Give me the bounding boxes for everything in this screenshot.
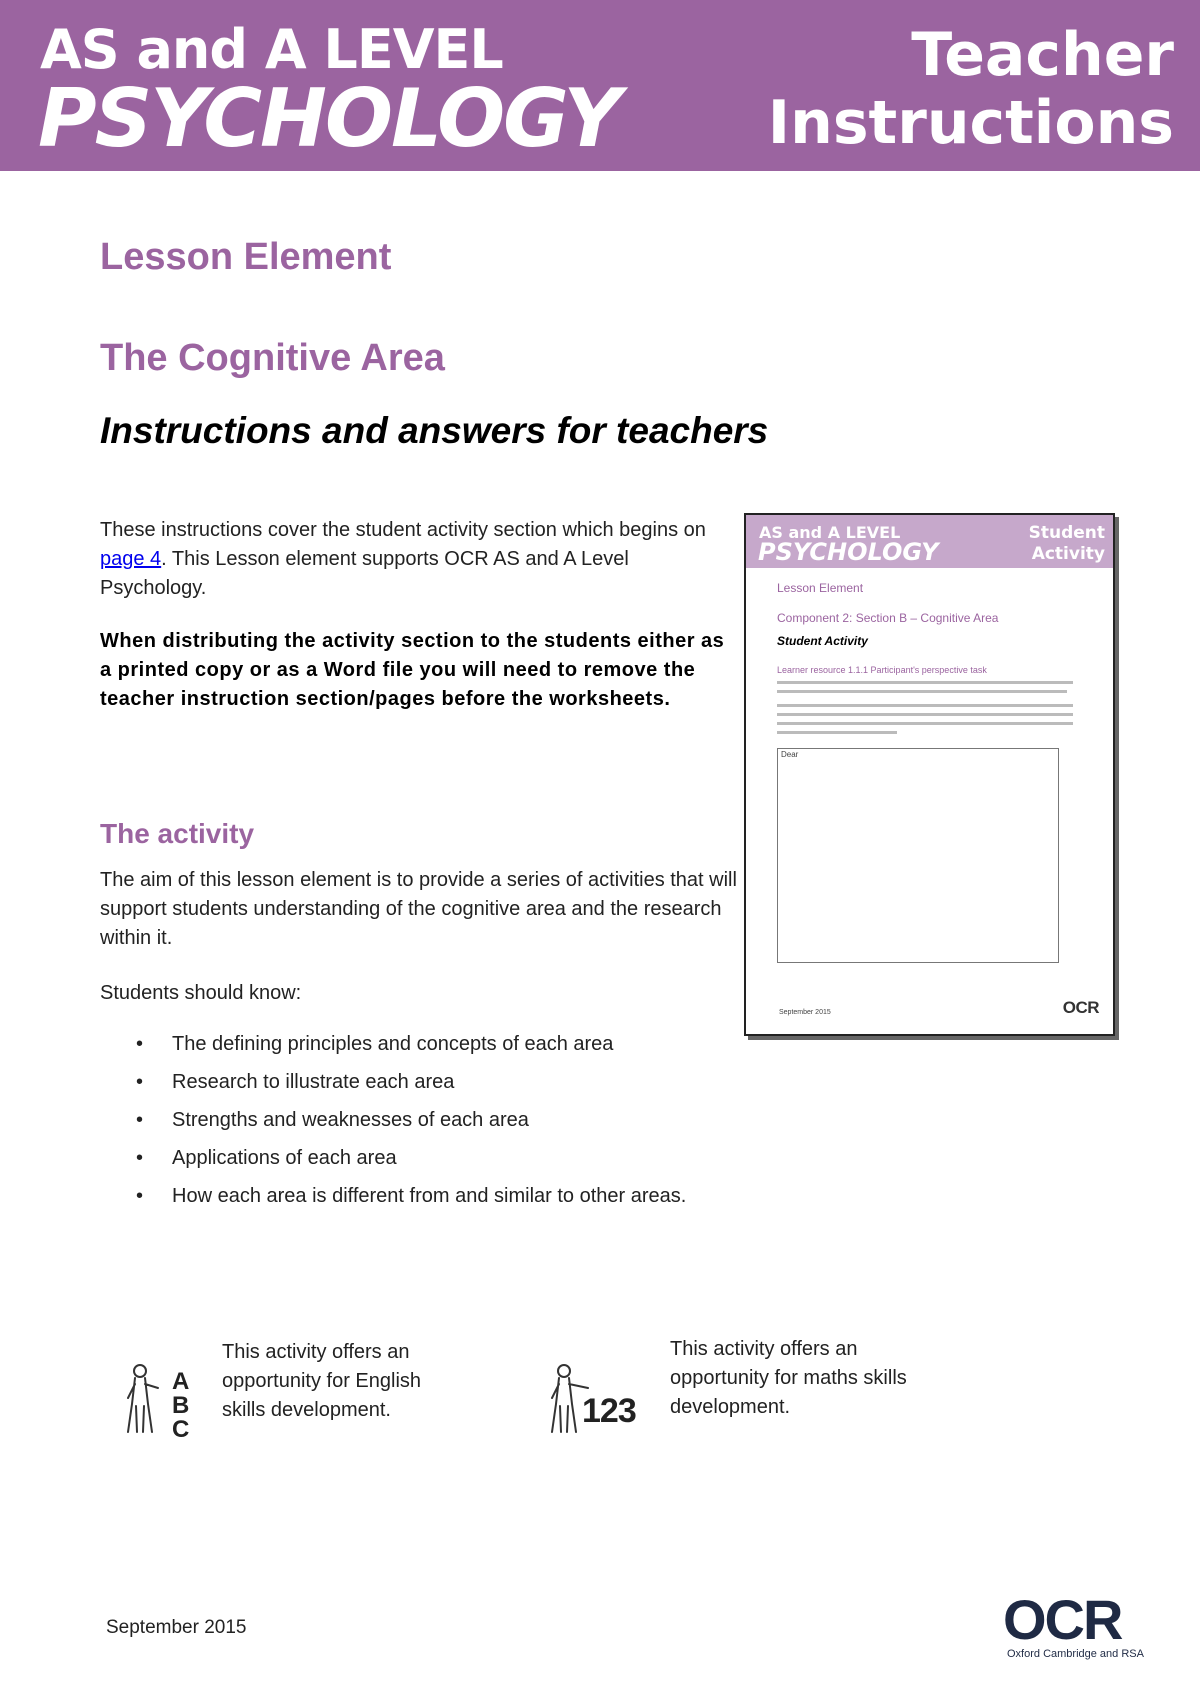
intro-paragraph [100, 516, 740, 603]
distribution-warning: When distributing the activity section to the students either as a printed copy or as a Word file you will need to remove the teacher instruction section/pages before the worksheets. [100, 630, 725, 710]
ocr-logo-mark: OCR [1003, 1588, 1122, 1651]
list-item: • Applications of each area [100, 1144, 686, 1182]
abc-letter-a: A [172, 1368, 190, 1395]
thumbnail-learner-resource: Learner resource 1.1.1 Participant's perspective task [777, 665, 987, 675]
thumbnail-student-activity: Student Activity [777, 634, 868, 648]
thumbnail-text-line [777, 731, 897, 734]
list-item: • Strengths and weaknesses of each area [100, 1106, 686, 1144]
intro-text-after: . This Lesson element supports OCR AS and A Level Psychology. [100, 548, 629, 599]
ocr-logo-subtitle: Oxford Cambridge and RSA [1007, 1648, 1144, 1660]
doc-type-line1: Teacher [911, 20, 1174, 90]
page-4-link[interactable]: page 4 [100, 548, 162, 570]
activity-heading: The activity [100, 818, 255, 849]
math-number-123: 123 [582, 1392, 636, 1430]
list-item: • Research to illustrate each area [100, 1068, 686, 1106]
student-activity-thumbnail [744, 513, 1115, 1036]
intro-text-before: These instructions cover the student activity section which begins on [100, 519, 706, 541]
thumbnail-ocr-logo: OCR [1062, 998, 1099, 1017]
instructions-heading: Instructions and answers for teachers [100, 410, 769, 451]
thumbnail-text-line [777, 713, 1073, 716]
header-banner [0, 0, 1200, 171]
figure-abc-icon [124, 1362, 202, 1438]
thumbnail-doc-type-line2: Activity [1031, 544, 1105, 564]
students-should-know: Students should know: [100, 982, 302, 1004]
thumbnail-date: September 2015 [779, 1009, 831, 1016]
thumbnail-banner [746, 515, 1113, 568]
lesson-element-heading: Lesson Element [100, 236, 392, 278]
list-item: • How each area is different from and similar to other areas. [100, 1182, 686, 1220]
thumbnail-text-line [777, 704, 1073, 707]
thumbnail-text-line [777, 722, 1073, 725]
area-heading: The Cognitive Area [100, 337, 445, 379]
thumbnail-subject-line2: PSYCHOLOGY [758, 538, 939, 566]
maths-skills-note: This activity offers an opportunity for maths skills development. [670, 1338, 907, 1418]
thumbnail-letter-box [777, 748, 1059, 963]
ocr-logo [1003, 1588, 1163, 1662]
subject-line2: PSYCHOLOGY [38, 72, 620, 165]
list-item: • The defining principles and concepts of each area [100, 1030, 686, 1068]
footer-date: September 2015 [106, 1617, 247, 1638]
thumbnail-subject-line1: AS and A LEVEL [759, 523, 901, 542]
thumbnail-text-line [777, 690, 1067, 693]
figure-123-icon [548, 1362, 644, 1438]
thumbnail-text-line [777, 681, 1073, 684]
thumbnail-lesson-element: Lesson Element [777, 581, 864, 595]
thumbnail-dear: Dear [781, 750, 799, 759]
learning-outcomes-list [100, 1030, 686, 1220]
thumbnail-component: Component 2: Section B – Cognitive Area [777, 611, 999, 625]
abc-letter-c: C [172, 1416, 190, 1438]
doc-type-line2: Instructions [767, 88, 1174, 158]
abc-letter-b: B [172, 1392, 190, 1419]
activity-aim: The aim of this lesson element is to provide a series of activities that will support students understanding of the cognitive area and the research within it. [100, 869, 737, 949]
thumbnail-doc-type-line1: Student [1028, 523, 1105, 543]
english-skills-note: This activity offers an opportunity for English skills development. [222, 1341, 422, 1421]
subject-line1: AS and A LEVEL [40, 18, 503, 81]
